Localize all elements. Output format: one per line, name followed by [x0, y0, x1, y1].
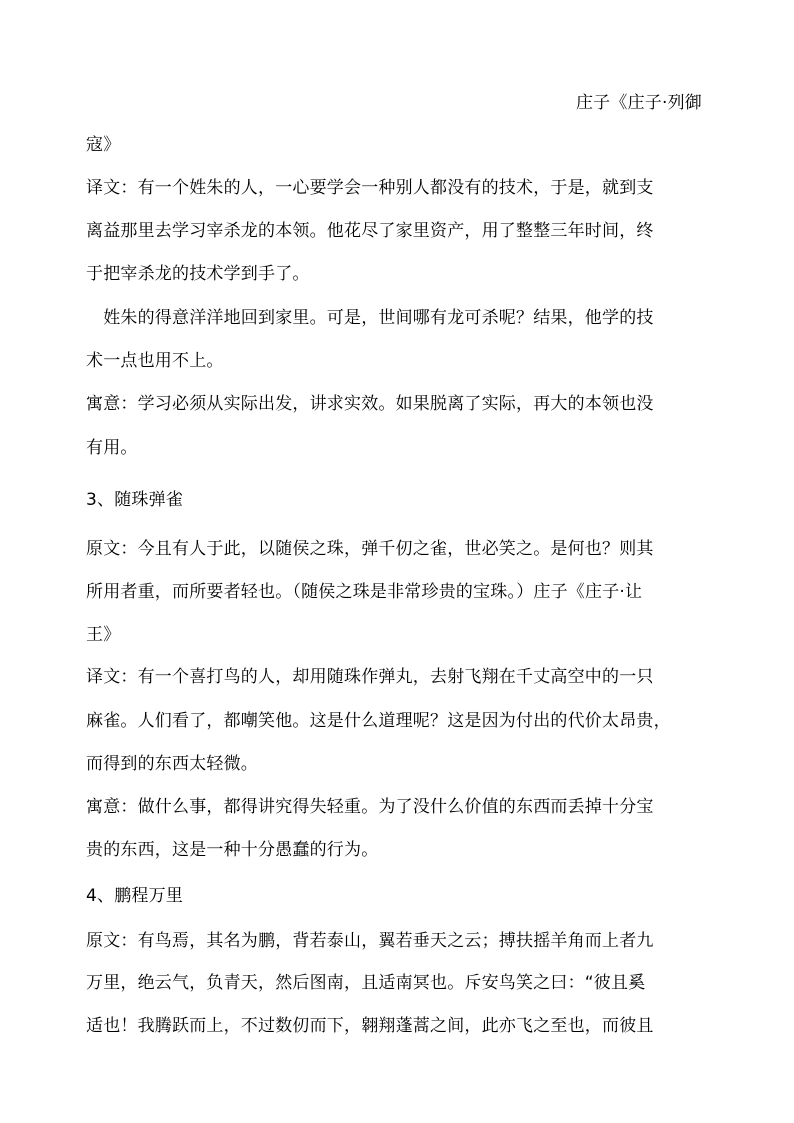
translation-line: 而得到的东西太轻微。	[86, 754, 258, 774]
moral-line: 寓意：做什么事，都得讲究得失轻重。为了没什么价值的东西而丢掉十分宝	[86, 797, 654, 817]
source-citation-line: 庄子《庄子·列御	[575, 93, 702, 113]
moral-line: 有用。	[86, 438, 138, 458]
section-heading: 4、鹏程万里	[86, 886, 184, 906]
original-text-line: 王》	[86, 625, 121, 645]
text-line: 寇》	[86, 135, 121, 155]
original-text-line: 原文：今且有人于此，以随侯之珠，弹千仞之雀，世必笑之。是何也？则其	[86, 539, 654, 559]
translation-line: 译文：有一个喜打鸟的人，却用随珠作弹丸，去射飞翔在千丈高空中的一只	[86, 667, 654, 687]
original-text-line: 原文：有鸟焉，其名为鹏，背若泰山，翼若垂天之云；搏扶摇羊角而上者九	[86, 931, 654, 951]
original-text-line: 万里，绝云气，负青天，然后图南，且适南冥也。斥安鸟笑之曰：“彼且奚	[86, 973, 646, 993]
moral-line: 贵的东西，这是一种十分愚蠢的行为。	[86, 840, 379, 860]
original-text-line: 适也！我腾跃而上，不过数仞而下，翱翔蓬蒿之间，此亦飞之至也，而彼且	[86, 1016, 654, 1036]
paragraph-line: 术一点也用不上。	[86, 351, 224, 371]
translation-line: 离益那里去学习宰杀龙的本领。他花尽了家里资产，用了整整三年时间，终	[86, 221, 654, 241]
translation-line: 译文：有一个姓朱的人，一心要学会一种别人都没有的技术，于是，就到支	[86, 178, 654, 198]
paragraph-line: 姓朱的得意洋洋地回到家里。可是，世间哪有龙可杀呢？结果，他学的技	[86, 308, 654, 328]
section-heading: 3、随珠弹雀	[86, 490, 184, 510]
translation-line: 于把宰杀龙的技术学到手了。	[86, 264, 310, 284]
moral-line: 寓意：学习必须从实际出发，讲求实效。如果脱离了实际，再大的本领也没	[86, 394, 654, 414]
translation-line: 麻雀。人们看了，都嘲笑他。这是什么道理呢？这是因为付出的代价太昂贵，	[86, 711, 671, 731]
original-text-line: 所用者重，而所要者轻也。（随侯之珠是非常珍贵的宝珠。）庄子《庄子·让	[86, 582, 643, 602]
